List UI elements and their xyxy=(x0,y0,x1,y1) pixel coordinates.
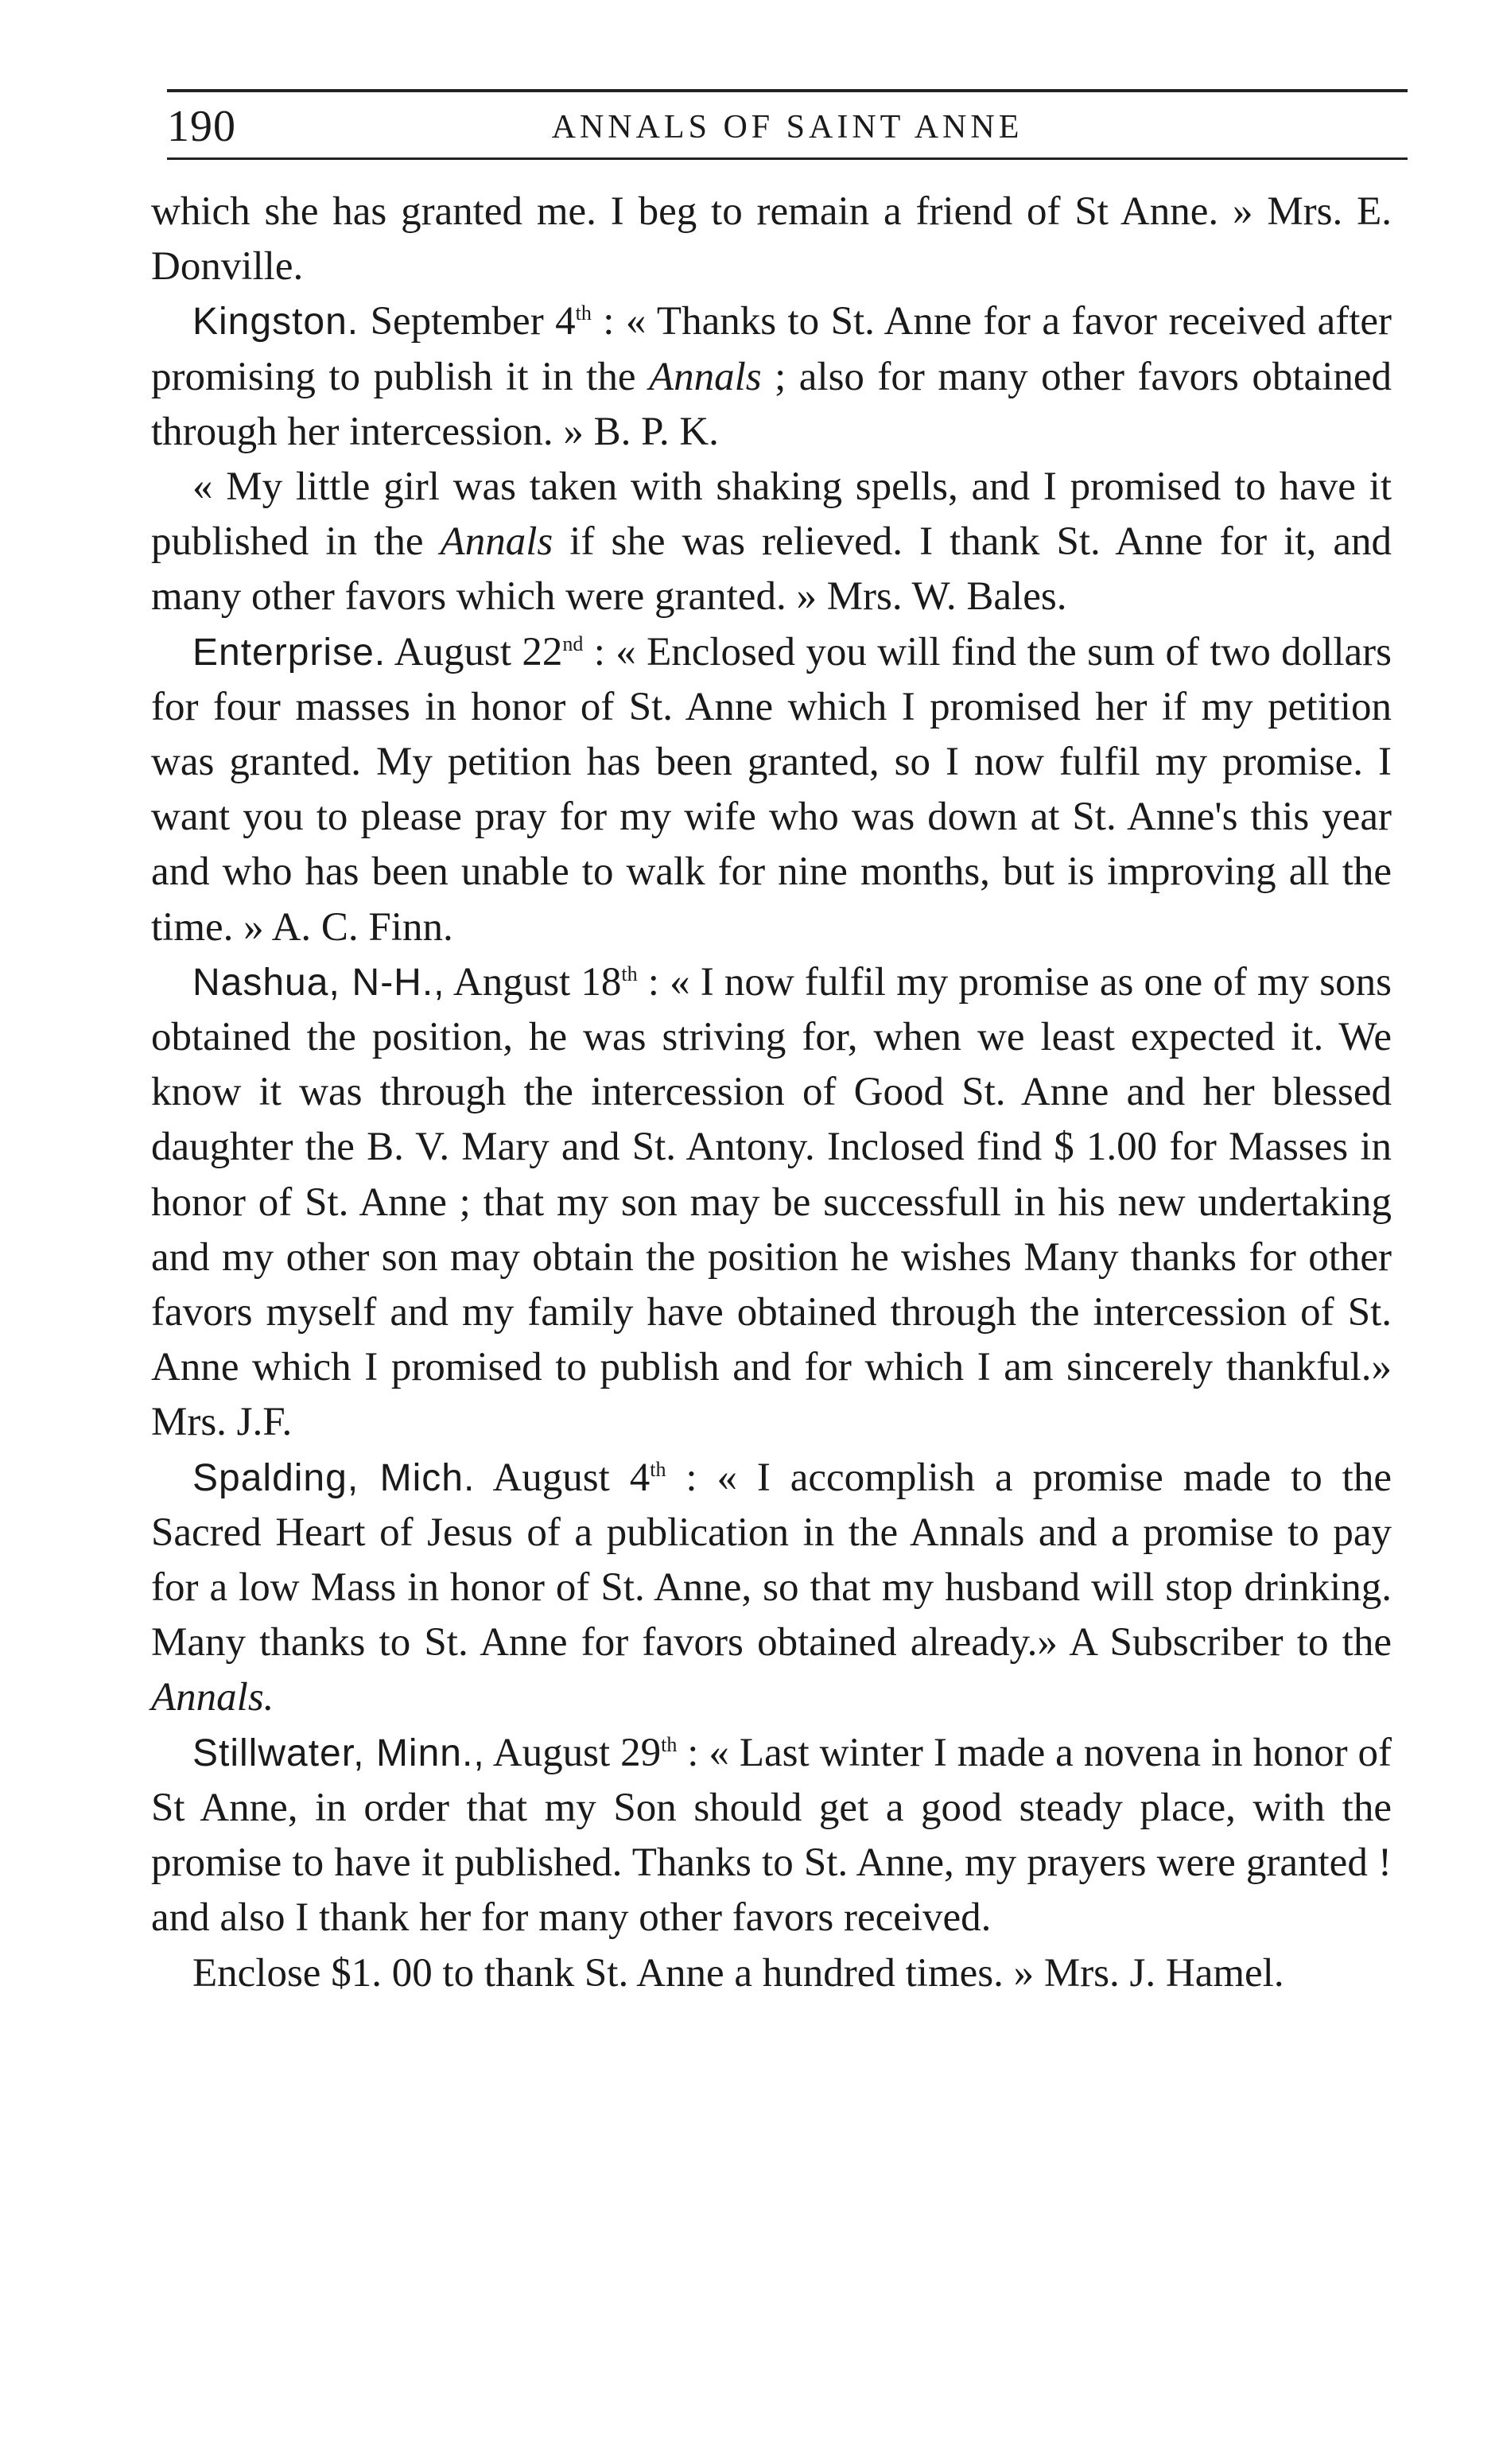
paragraph-text: : « I accomplish a promise made to the Sacred Heart of Jesus of a publication in the Annals and a promise to pay for a low Mass in honor of St. Anne, so that my husband will stop drinking. Many thanks to St. Anne for favors obtained already.» A Subscriber to the xyxy=(151,1455,1392,1665)
paragraph-spalding xyxy=(151,1451,1392,1726)
date-suffix: th xyxy=(650,1457,666,1481)
paragraph-nashua xyxy=(151,955,1392,1451)
place-name: Stillwater, Minn., xyxy=(192,1731,485,1774)
paragraph-text: : « Enclosed you will find the sum of two dollars for four masses in honor of St. Anne which I promised her if my petition was granted. My petition has been granted, so I now fulfil my promise. I want you to please pray for my wife who was down at St. Anne's this year and who has been unable to walk for nine months, but is improving all the time. » A. C. Finn. xyxy=(151,629,1392,950)
paragraph-1 xyxy=(151,185,1392,294)
page-number: 190 xyxy=(167,102,236,151)
paragraph-text: : « Last winter I made a novena in honor of St Anne, in order that my Son should get a good steady place, with the promise to have it published. Thanks to St. Anne, my prayers were granted ! and also I thank her for many other favors received. xyxy=(151,1730,1392,1941)
entry-date: August 4 xyxy=(475,1455,651,1500)
entry-date: August 22 xyxy=(386,629,563,674)
header-top-rule xyxy=(167,89,1408,92)
date-suffix: th xyxy=(621,962,638,985)
paragraph-little-girl xyxy=(151,460,1392,625)
paragraph-text: Enclose $1. 00 to thank St. Anne a hundred times. » Mrs. J. Hamel. xyxy=(192,1950,1284,1996)
paragraph-enclose xyxy=(151,1946,1392,2001)
place-name: Kingston. xyxy=(192,301,359,344)
annals-title: Annals xyxy=(648,354,762,399)
paragraph-kingston xyxy=(151,294,1392,460)
header-bottom-rule xyxy=(167,157,1408,160)
place-name: Nashua, N-H., xyxy=(192,961,445,1004)
place-name: Spalding, Mich. xyxy=(192,1456,476,1499)
date-suffix: th xyxy=(661,1732,678,1756)
paragraph-text: which she has granted me. I beg to remain a friend of St Anne. » Mrs. E. Donville. xyxy=(151,189,1392,290)
page-header xyxy=(167,89,1408,165)
annals-title: Annals. xyxy=(151,1675,274,1720)
paragraph-stillwater xyxy=(151,1726,1392,1946)
paragraph-text: if she was relieved. I thank St. Anne for it, and many other favors which were granted. » Mrs. W. Bales. xyxy=(151,519,1392,620)
paragraph-text: : « Thanks to St. Anne for a favor received after promising to publish it in the xyxy=(151,299,1392,399)
date-suffix: th xyxy=(575,301,592,325)
paragraph-text: ; also for many other favors obtained through her intercession. » B. P. K. xyxy=(151,354,1392,454)
entry-date: Angust 18 xyxy=(445,959,622,1005)
page-body xyxy=(151,185,1392,2001)
entry-date: September 4 xyxy=(359,299,576,344)
place-name: Enterprise. xyxy=(192,631,386,674)
running-title: ANNALS OF SAINT ANNE xyxy=(551,109,1023,146)
paragraph-text: « My little girl was taken with shaking spells, and I promised to have it published in the xyxy=(151,464,1392,565)
date-suffix: nd xyxy=(562,632,584,655)
annals-title: Annals xyxy=(440,519,553,565)
paragraph-enterprise xyxy=(151,625,1392,955)
entry-date: August 29 xyxy=(484,1730,662,1775)
paragraph-text: : « I now fulfil my promise as one of my sons obtained the position, he was striving for, when we least expected it. We know it was through the intercession of Good St. Anne and her blessed daughter the B. V. Mary and St. Antony. Inclosed find $ 1.00 for Masses in honor of St. Anne ; that my son may be successfull in his new undertaking and my other son may obtain the position he wishes Many thanks for other favors myself and my family have obtained through the intercession of St. Anne which I promised to publish and for which I am sincerely thankful.» Mrs. J.F. xyxy=(151,959,1392,1445)
